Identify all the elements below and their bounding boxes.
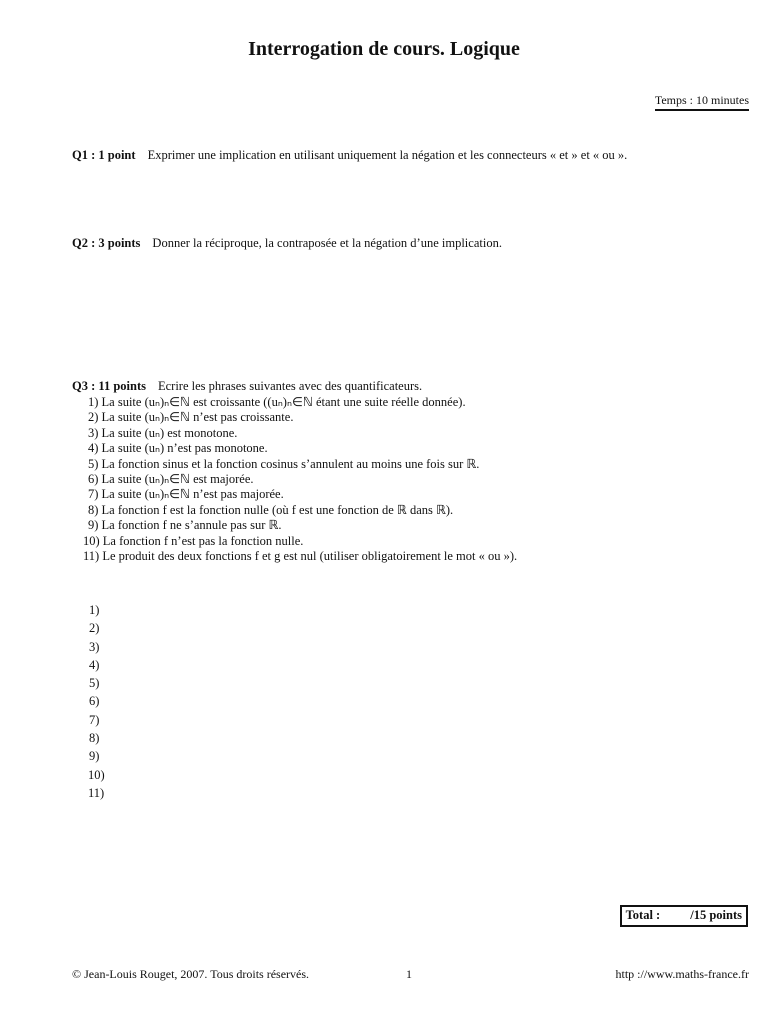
question-3-item-list — [83, 395, 518, 564]
total-label: Total : — [625, 908, 661, 922]
question-3-label: Q3 : 11 points — [72, 379, 146, 393]
answer-line: 10) — [88, 767, 105, 782]
list-item: 6) La suite (uₙ)ₙ∈ℕ est majorée. — [88, 472, 254, 487]
list-item: 10) La fonction f n’est pas la fonction nulle. — [83, 533, 304, 548]
list-item: 3) La suite (uₙ) est monotone. — [88, 425, 238, 440]
footer-page-number: 1 — [406, 967, 412, 981]
answer-line: 6) — [89, 694, 100, 709]
list-item: 2) La suite (uₙ)ₙ∈ℕ n’est pas croissante. — [88, 410, 294, 425]
answer-line: 1) — [89, 603, 100, 617]
question-3-text: Ecrire les phrases suivantes avec des quantificateurs. — [157, 379, 423, 393]
question-1-label: Q1 : 1 point — [72, 148, 136, 162]
answer-line: 7) — [89, 712, 100, 727]
answer-line: 8) — [89, 731, 100, 746]
list-item: 8) La fonction f est la fonction nulle (où f est une fonction de ℝ dans ℝ). — [88, 502, 454, 517]
answer-line: 4) — [89, 657, 100, 672]
list-item: 4) La suite (uₙ) n’est pas monotone. — [88, 441, 268, 456]
answer-line: 9) — [89, 749, 100, 764]
answer-line: 2) — [89, 621, 100, 636]
answer-line: 5) — [89, 676, 100, 691]
question-2-text: Donner la réciproque, la contraposée et la négation d’une implication. — [152, 236, 502, 250]
list-item: 9) La fonction f ne s’annule pas sur ℝ. — [88, 518, 282, 533]
list-item: 5) La fonction sinus et la fonction cosinus s’annulent au moins une fois sur ℝ. — [88, 456, 480, 471]
list-item: 11) Le produit des deux fonctions f et g est nul (utiliser obligatoirement le mot « ou »). — [83, 549, 518, 564]
total-score-box — [620, 905, 748, 927]
question-1-text: Exprimer une implication en utilisant uniquement la négation et les connecteurs « et » et « ou ». — [147, 148, 628, 162]
footer-website-link[interactable]: http ://www.maths-france.fr — [615, 967, 749, 981]
page-title: Interrogation de cours. Logique — [248, 38, 520, 60]
question-1 — [72, 148, 627, 163]
total-value: /15 points — [690, 908, 742, 922]
question-3 — [72, 379, 422, 394]
answer-line: 3) — [89, 639, 100, 654]
question-2 — [72, 236, 502, 251]
footer-copyright: © Jean-Louis Rouget, 2007. Tous droits réservés. — [72, 967, 310, 981]
question-2-label: Q2 : 3 points — [72, 236, 141, 250]
list-item: 1) La suite (uₙ)ₙ∈ℕ est croissante ((uₙ)ₙ∈ℕ étant une suite réelle donnée). — [88, 395, 466, 409]
answer-line: 11) — [88, 785, 105, 800]
duration-label: Temps : 10 minutes — [655, 93, 749, 111]
answer-area — [89, 601, 105, 802]
list-item: 7) La suite (uₙ)ₙ∈ℕ n’est pas majorée. — [88, 487, 284, 502]
